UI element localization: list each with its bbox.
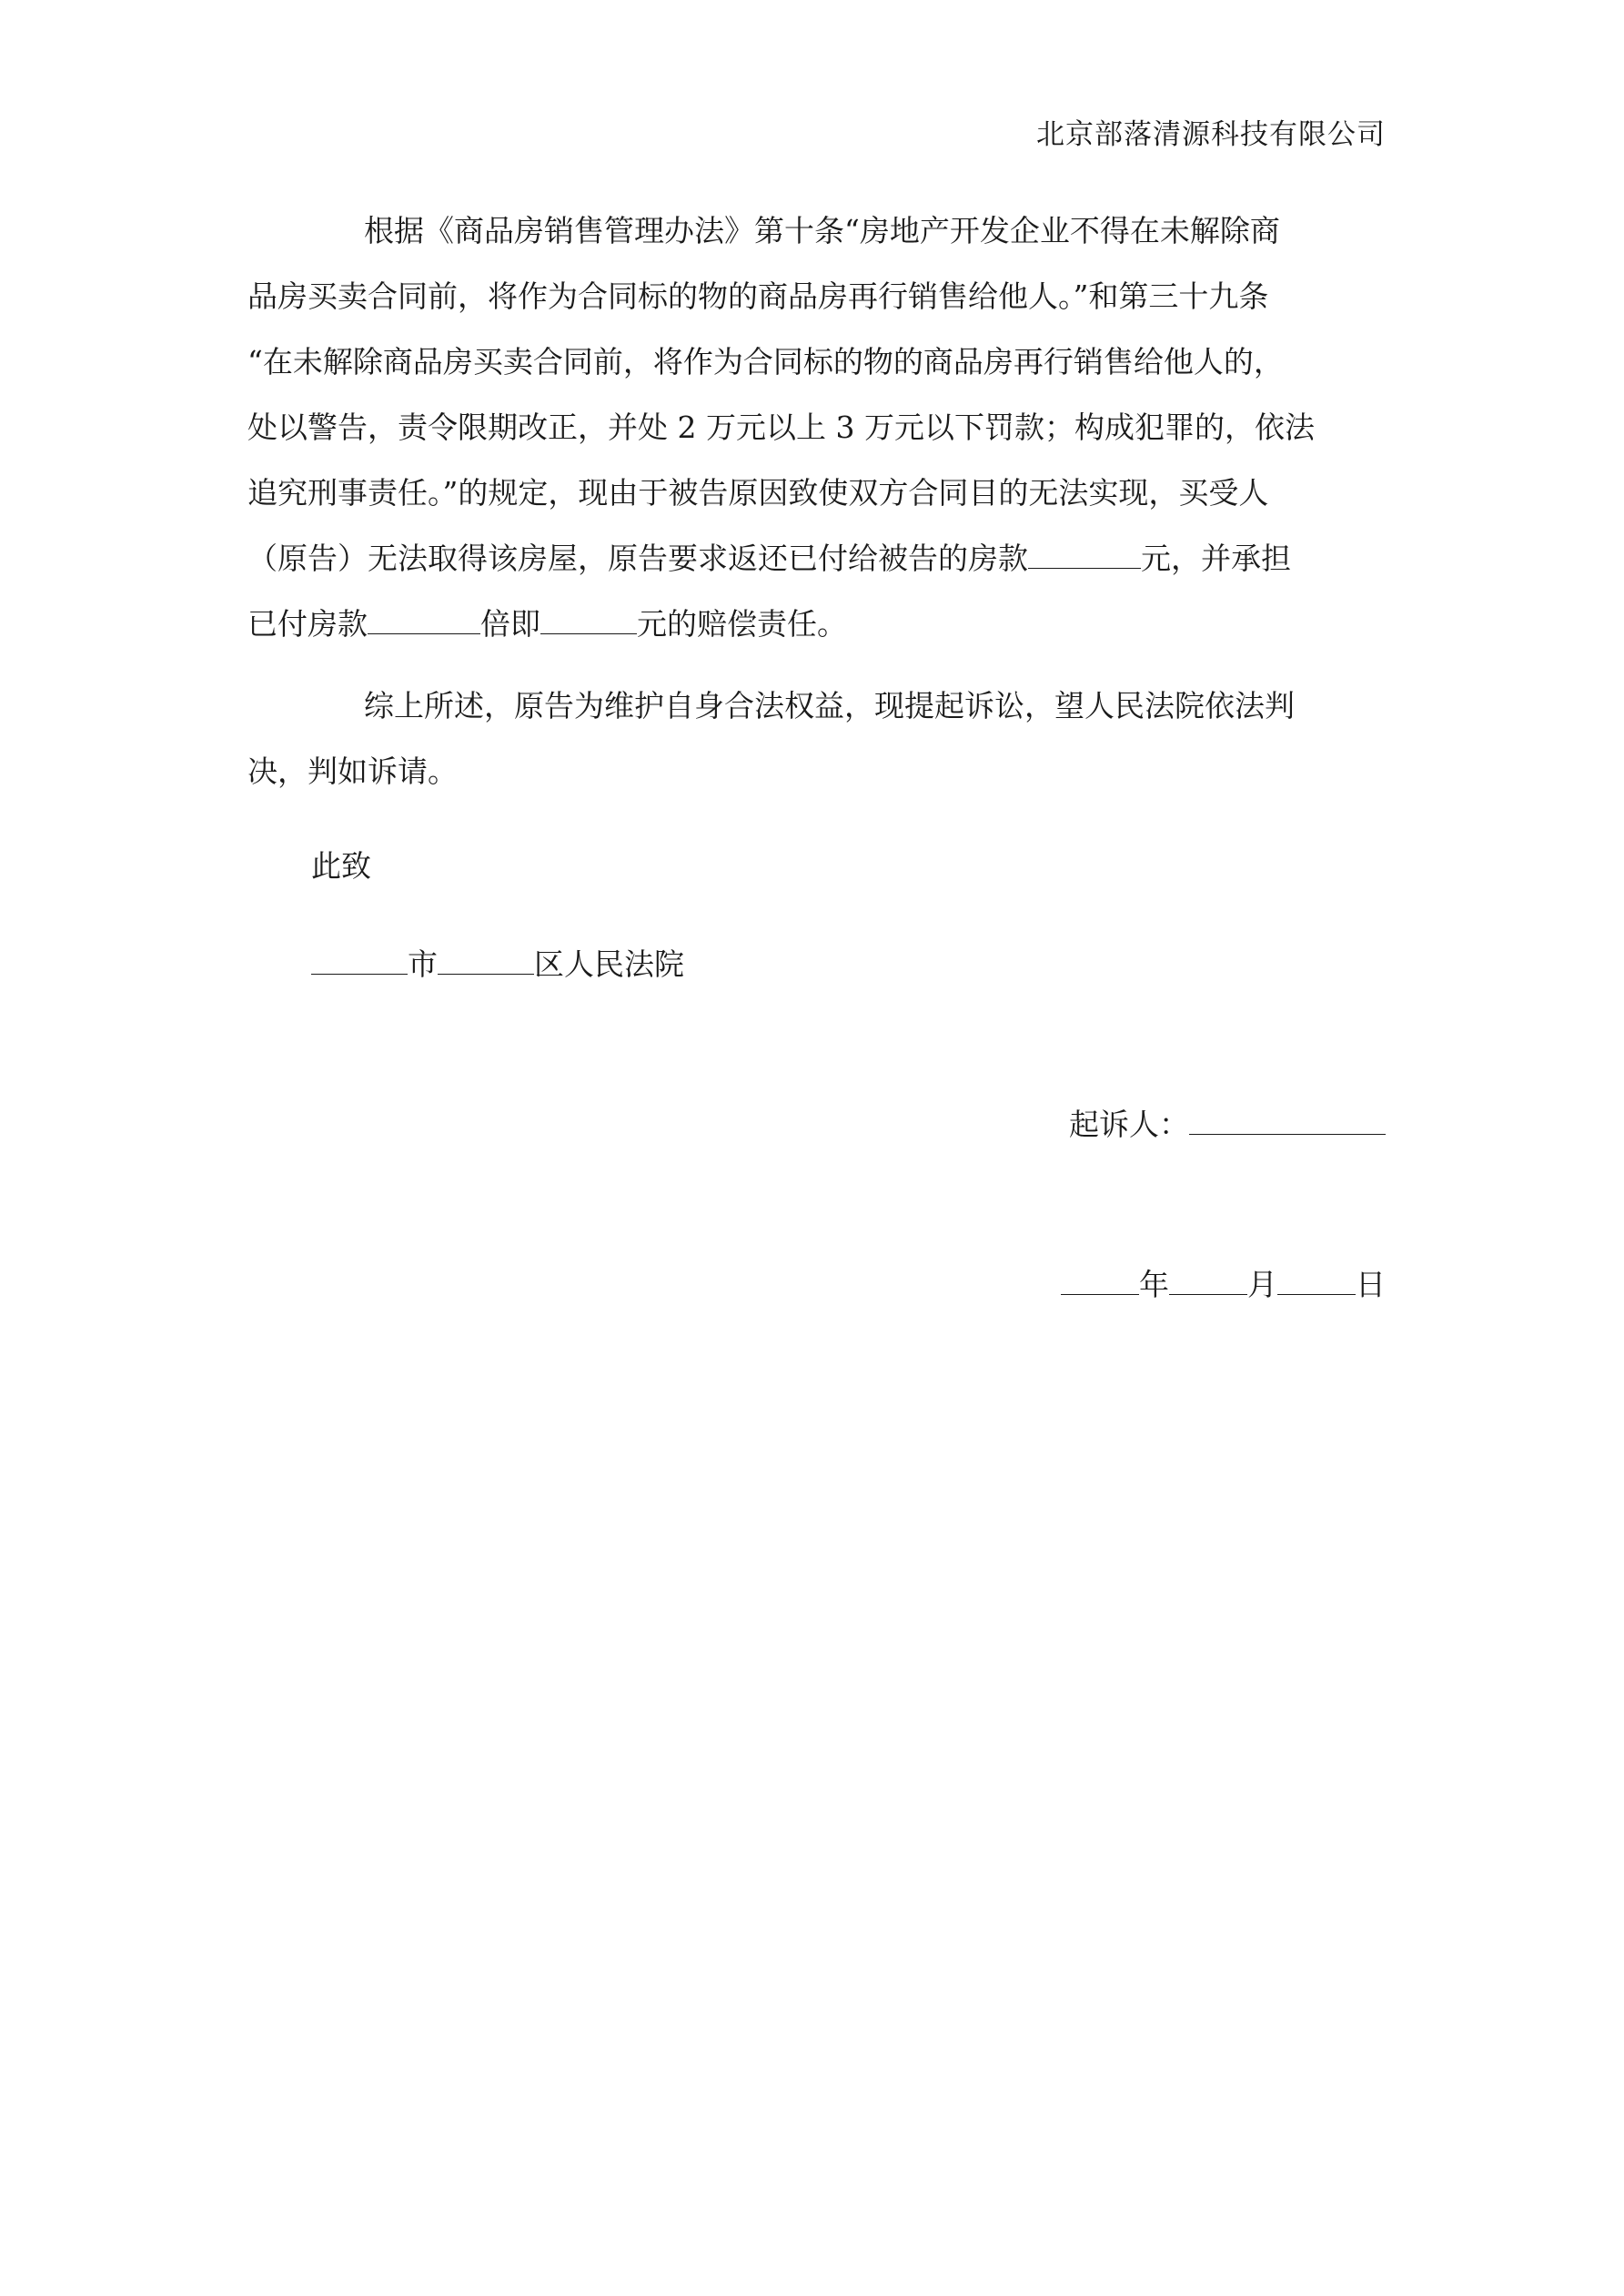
paragraph-line: 根据《商品房销售管理办法》第十条“房地产开发企业不得在未解除商 [364, 213, 1280, 248]
city-blank [311, 948, 408, 975]
year-blank [1061, 1269, 1139, 1295]
year-label: 年 [1139, 1267, 1169, 1302]
paragraph-line: 追究刑事责任。”的规定，现由于被告原因致使双方合同目的无法实现，买受人 [247, 475, 1269, 511]
paragraph-legal-basis [247, 198, 1385, 657]
court-addressee [311, 946, 684, 983]
day-blank [1277, 1269, 1356, 1295]
plaintiff-label: 起诉人： [1069, 1107, 1189, 1142]
paragraph-line [247, 592, 1385, 657]
paragraph-conclusion [247, 673, 1385, 804]
paragraph-text: 元，并承担 [1141, 541, 1291, 576]
compensation-amount-blank [540, 608, 637, 634]
paragraph-text: 倍即 [480, 606, 540, 642]
court-district-label: 区人民法院 [534, 946, 684, 982]
refund-amount-blank [1028, 542, 1141, 569]
paragraph-text: 已付房款 [247, 606, 368, 642]
paragraph-line: 决，判如诉请。 [247, 754, 458, 789]
company-header: 北京部落清源科技有限公司 [1036, 118, 1386, 151]
paragraph-line: “在未解除商品房买卖合同前，将作为合同标的物的商品房再行销售给他人的， [247, 344, 1284, 379]
district-blank [438, 948, 534, 975]
month-label: 月 [1247, 1267, 1277, 1302]
plaintiff-name-blank [1189, 1108, 1386, 1135]
paragraph-text: （原告）无法取得该房屋，原告要求返还已付给被告的房款 [247, 541, 1028, 576]
salutation: 此致 [311, 848, 371, 884]
date-line [1061, 1267, 1386, 1303]
paragraph-line [247, 526, 1385, 592]
court-city-label: 市 [408, 946, 438, 982]
month-blank [1169, 1269, 1247, 1295]
paragraph-text: 元的赔偿责任。 [637, 606, 847, 642]
multiple-blank [368, 608, 480, 634]
paragraph-line: 品房买卖合同前，将作为合同标的物的商品房再行销售给他人。”和第三十九条 [247, 278, 1269, 314]
day-label: 日 [1356, 1267, 1386, 1302]
paragraph-line: 综上所述，原告为维护自身合法权益，现提起诉讼，望人民法院依法判 [364, 688, 1295, 723]
paragraph-line: 处以警告，责令限期改正，并处 2 万元以上 3 万元以下罚款；构成犯罪的，依法 [247, 410, 1315, 445]
plaintiff-signature [1069, 1107, 1386, 1143]
